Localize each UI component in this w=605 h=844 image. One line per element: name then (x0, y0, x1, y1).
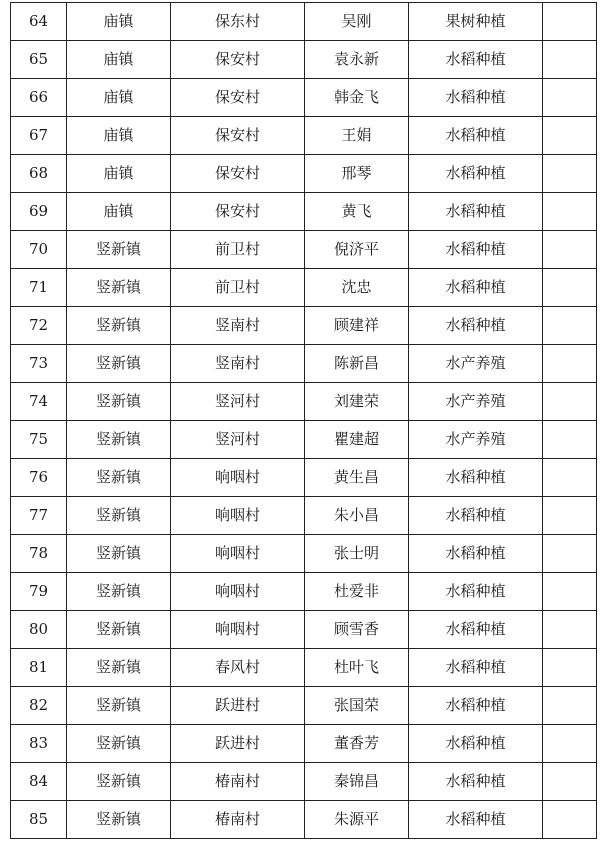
cell-category: 水稻种植 (409, 649, 543, 687)
cell-name: 张士明 (305, 535, 409, 573)
table-row (11, 193, 597, 231)
cell-category: 水稻种植 (409, 231, 543, 269)
cell-town: 竖新镇 (67, 421, 171, 459)
cell-empty (543, 193, 597, 231)
cell-name: 杜爱非 (305, 573, 409, 611)
cell-number: 82 (11, 687, 67, 725)
cell-category: 水稻种植 (409, 763, 543, 801)
cell-town: 竖新镇 (67, 687, 171, 725)
table-row (11, 345, 597, 383)
cell-number: 73 (11, 345, 67, 383)
cell-name: 董香芳 (305, 725, 409, 763)
cell-empty (543, 383, 597, 421)
cell-empty (543, 117, 597, 155)
cell-name: 倪济平 (305, 231, 409, 269)
cell-category: 水产养殖 (409, 383, 543, 421)
cell-town: 庙镇 (67, 117, 171, 155)
table-row (11, 611, 597, 649)
cell-town: 竖新镇 (67, 725, 171, 763)
cell-number: 67 (11, 117, 67, 155)
table-row (11, 497, 597, 535)
cell-category: 水稻种植 (409, 687, 543, 725)
cell-number: 85 (11, 801, 67, 839)
table-row (11, 763, 597, 801)
cell-name: 顾建祥 (305, 307, 409, 345)
cell-category: 水产养殖 (409, 421, 543, 459)
cell-category: 水稻种植 (409, 725, 543, 763)
cell-empty (543, 345, 597, 383)
cell-category: 水稻种植 (409, 459, 543, 497)
cell-town: 庙镇 (67, 79, 171, 117)
cell-number: 81 (11, 649, 67, 687)
cell-name: 沈忠 (305, 269, 409, 307)
cell-category: 水稻种植 (409, 611, 543, 649)
cell-number: 76 (11, 459, 67, 497)
cell-village: 响咽村 (171, 459, 305, 497)
cell-village: 竖南村 (171, 307, 305, 345)
cell-empty (543, 725, 597, 763)
cell-empty (543, 801, 597, 839)
cell-empty (543, 535, 597, 573)
cell-name: 陈新昌 (305, 345, 409, 383)
cell-empty (543, 231, 597, 269)
cell-town: 竖新镇 (67, 611, 171, 649)
cell-empty (543, 421, 597, 459)
cell-number: 68 (11, 155, 67, 193)
cell-village: 跃进村 (171, 725, 305, 763)
cell-empty (543, 307, 597, 345)
cell-category: 水稻种植 (409, 535, 543, 573)
cell-empty (543, 573, 597, 611)
cell-name: 吴刚 (305, 3, 409, 41)
cell-name: 邢琴 (305, 155, 409, 193)
cell-village: 椿南村 (171, 763, 305, 801)
cell-village: 竖河村 (171, 421, 305, 459)
cell-village: 响咽村 (171, 573, 305, 611)
cell-number: 78 (11, 535, 67, 573)
cell-category: 水稻种植 (409, 269, 543, 307)
cell-village: 春风村 (171, 649, 305, 687)
cell-empty (543, 3, 597, 41)
table-row (11, 687, 597, 725)
cell-number: 66 (11, 79, 67, 117)
cell-empty (543, 155, 597, 193)
cell-town: 庙镇 (67, 41, 171, 79)
cell-category: 水稻种植 (409, 307, 543, 345)
cell-category: 水稻种植 (409, 117, 543, 155)
cell-village: 响咽村 (171, 535, 305, 573)
cell-category: 水稻种植 (409, 573, 543, 611)
cell-number: 77 (11, 497, 67, 535)
cell-village: 响咽村 (171, 611, 305, 649)
cell-town: 庙镇 (67, 193, 171, 231)
cell-town: 竖新镇 (67, 345, 171, 383)
cell-village: 前卫村 (171, 231, 305, 269)
cell-town: 庙镇 (67, 3, 171, 41)
table-row (11, 41, 597, 79)
table-row (11, 3, 597, 41)
cell-village: 椿南村 (171, 801, 305, 839)
cell-empty (543, 459, 597, 497)
table-row (11, 535, 597, 573)
cell-village: 跃进村 (171, 687, 305, 725)
cell-village: 前卫村 (171, 269, 305, 307)
cell-number: 83 (11, 725, 67, 763)
cell-town: 竖新镇 (67, 383, 171, 421)
cell-name: 秦锦昌 (305, 763, 409, 801)
cell-town: 竖新镇 (67, 307, 171, 345)
cell-town: 竖新镇 (67, 649, 171, 687)
roster-table-body (11, 3, 597, 839)
cell-town: 竖新镇 (67, 459, 171, 497)
cell-number: 64 (11, 3, 67, 41)
table-row (11, 155, 597, 193)
cell-number: 69 (11, 193, 67, 231)
cell-name: 朱小昌 (305, 497, 409, 535)
cell-number: 75 (11, 421, 67, 459)
cell-number: 80 (11, 611, 67, 649)
cell-name: 刘建荣 (305, 383, 409, 421)
cell-town: 竖新镇 (67, 269, 171, 307)
cell-category: 果树种植 (409, 3, 543, 41)
cell-village: 保东村 (171, 3, 305, 41)
cell-name: 黄生昌 (305, 459, 409, 497)
cell-village: 保安村 (171, 41, 305, 79)
cell-empty (543, 611, 597, 649)
cell-village: 竖南村 (171, 345, 305, 383)
cell-number: 84 (11, 763, 67, 801)
cell-village: 竖河村 (171, 383, 305, 421)
cell-number: 72 (11, 307, 67, 345)
cell-empty (543, 79, 597, 117)
cell-number: 65 (11, 41, 67, 79)
table-row (11, 307, 597, 345)
table-row (11, 649, 597, 687)
table-row (11, 231, 597, 269)
cell-town: 竖新镇 (67, 497, 171, 535)
cell-empty (543, 649, 597, 687)
cell-empty (543, 763, 597, 801)
table-row (11, 725, 597, 763)
roster-table (10, 2, 597, 839)
cell-empty (543, 41, 597, 79)
table-row (11, 79, 597, 117)
cell-category: 水稻种植 (409, 497, 543, 535)
cell-name: 顾雪香 (305, 611, 409, 649)
cell-empty (543, 269, 597, 307)
cell-empty (543, 497, 597, 535)
cell-category: 水稻种植 (409, 41, 543, 79)
table-row (11, 269, 597, 307)
cell-number: 74 (11, 383, 67, 421)
cell-name: 韩金飞 (305, 79, 409, 117)
table-row (11, 383, 597, 421)
cell-number: 70 (11, 231, 67, 269)
cell-village: 响咽村 (171, 497, 305, 535)
cell-name: 袁永新 (305, 41, 409, 79)
cell-category: 水稻种植 (409, 193, 543, 231)
cell-town: 竖新镇 (67, 231, 171, 269)
cell-number: 71 (11, 269, 67, 307)
cell-town: 竖新镇 (67, 763, 171, 801)
cell-category: 水稻种植 (409, 79, 543, 117)
cell-category: 水产养殖 (409, 345, 543, 383)
cell-town: 庙镇 (67, 155, 171, 193)
cell-town: 竖新镇 (67, 535, 171, 573)
cell-name: 朱源平 (305, 801, 409, 839)
cell-category: 水稻种植 (409, 155, 543, 193)
cell-town: 竖新镇 (67, 801, 171, 839)
cell-number: 79 (11, 573, 67, 611)
cell-village: 保安村 (171, 193, 305, 231)
cell-empty (543, 687, 597, 725)
cell-town: 竖新镇 (67, 573, 171, 611)
table-row (11, 801, 597, 839)
table-row (11, 421, 597, 459)
table-row (11, 117, 597, 155)
cell-name: 黄飞 (305, 193, 409, 231)
cell-category: 水稻种植 (409, 801, 543, 839)
cell-name: 杜叶飞 (305, 649, 409, 687)
cell-name: 王娟 (305, 117, 409, 155)
table-row (11, 573, 597, 611)
cell-name: 瞿建超 (305, 421, 409, 459)
table-row (11, 459, 597, 497)
cell-village: 保安村 (171, 79, 305, 117)
cell-name: 张国荣 (305, 687, 409, 725)
cell-village: 保安村 (171, 117, 305, 155)
cell-village: 保安村 (171, 155, 305, 193)
